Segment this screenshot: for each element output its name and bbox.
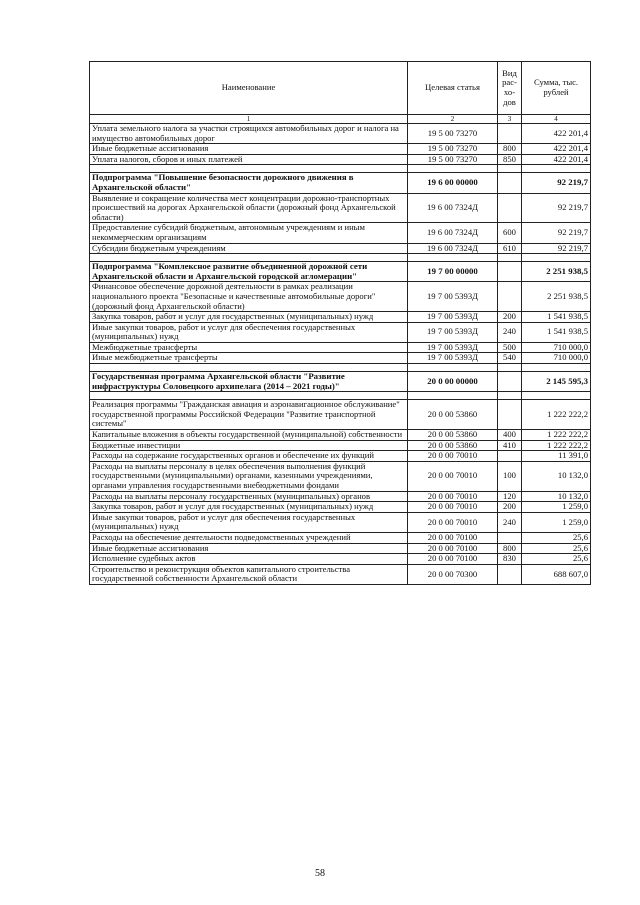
cell-vid [498,564,522,584]
cell-code: 19 7 00 5393Д [408,282,498,312]
cell-vid [498,193,522,223]
cell-vid: 800 [498,144,522,155]
cell-vid [498,532,522,543]
cell-vid: 120 [498,491,522,502]
table-row [90,243,591,254]
cell-code: 20 0 00 53860 [408,440,498,451]
cell-code: 20 0 00 70010 [408,451,498,462]
table-row [90,512,591,532]
cell-sum: 25,6 [522,543,591,554]
table-row [90,430,591,441]
cell-sum: 2 145 595,3 [522,372,591,392]
cell-code: 20 0 00 53860 [408,400,498,430]
table-row [90,461,591,491]
cell-name: Подпрограмма "Комплексное развитие объединенной дорожной сети Архангельской области и Архангельской городской агломерации" [90,262,408,282]
header-name: Наименование [90,62,408,115]
table-row [90,400,591,430]
empty-cell [498,254,522,262]
empty-cell [408,392,498,400]
cell-vid: 500 [498,342,522,353]
cell-code: 19 6 00 7324Д [408,223,498,243]
cell-name: Межбюджетные трансферты [90,342,408,353]
cell-code: 20 0 00 70010 [408,491,498,502]
cell-sum: 11 391,0 [522,451,591,462]
table-row [90,554,591,565]
cell-sum: 688 607,0 [522,564,591,584]
cell-sum: 25,6 [522,554,591,565]
table-row [90,193,591,223]
cell-name: Капитальные вложения в объекты государственной (муниципальной) собственности [90,430,408,441]
header-sum: Сумма, тыс. рублей [522,62,591,115]
cell-vid: 410 [498,440,522,451]
empty-cell [522,254,591,262]
cell-sum: 92 219,7 [522,243,591,254]
table-row [90,154,591,165]
column-number: 2 [408,115,498,124]
cell-vid: 540 [498,353,522,364]
empty-cell [90,364,408,372]
cell-sum: 25,6 [522,532,591,543]
cell-sum: 92 219,7 [522,223,591,243]
cell-name: Иные закупки товаров, работ и услуг для обеспечения государственных (муниципальных) нужд [90,322,408,342]
cell-name: Предоставление субсидий бюджетным, автономным учреждениям и иным некоммерческим организациям [90,223,408,243]
table-row [90,282,591,312]
cell-vid: 200 [498,312,522,323]
table-row [90,451,591,462]
cell-code: 20 0 00 70010 [408,502,498,513]
table-row [90,144,591,155]
cell-code: 19 5 00 73270 [408,154,498,165]
cell-vid: 240 [498,512,522,532]
table-row [90,502,591,513]
cell-code: 20 0 00 70100 [408,554,498,565]
cell-code: 19 6 00 00000 [408,173,498,193]
empty-cell [498,165,522,173]
cell-sum: 2 251 938,5 [522,282,591,312]
cell-sum: 92 219,7 [522,193,591,223]
program-row [90,262,591,282]
table-body [90,124,591,585]
cell-code: 20 0 00 70300 [408,564,498,584]
cell-code: 20 0 00 70100 [408,532,498,543]
cell-sum: 2 251 938,5 [522,262,591,282]
cell-name: Уплата земельного налога за участки строящихся автомобильных дорог и налога на имущество автомобильных дорог [90,124,408,144]
cell-code: 19 7 00 5393Д [408,312,498,323]
cell-sum: 1 541 938,5 [522,322,591,342]
cell-sum: 10 132,0 [522,461,591,491]
cell-code: 19 7 00 5393Д [408,353,498,364]
cell-vid: 610 [498,243,522,254]
cell-name: Строительство и реконструкция объектов капитального строительства государственной собственности Архангельской области [90,564,408,584]
cell-sum: 422 201,4 [522,124,591,144]
cell-vid [498,262,522,282]
table-row [90,124,591,144]
table-row [90,543,591,554]
table-row [90,564,591,584]
empty-cell [90,165,408,173]
cell-sum: 710 000,0 [522,342,591,353]
cell-name: Бюджетные инвестиции [90,440,408,451]
cell-code: 20 0 00 70010 [408,461,498,491]
table-row [90,312,591,323]
cell-sum: 422 201,4 [522,154,591,165]
cell-vid: 850 [498,154,522,165]
cell-sum: 92 219,7 [522,173,591,193]
cell-name: Иные бюджетные ассигнования [90,543,408,554]
empty-cell [498,364,522,372]
empty-cell [408,364,498,372]
empty-row [90,364,591,372]
cell-vid: 600 [498,223,522,243]
table-row [90,353,591,364]
cell-code: 19 5 00 73270 [408,124,498,144]
cell-code: 19 7 00 5393Д [408,322,498,342]
empty-row [90,165,591,173]
cell-sum: 1 222 222,2 [522,430,591,441]
cell-vid: 400 [498,430,522,441]
budget-table [89,61,591,585]
empty-cell [90,392,408,400]
cell-code: 20 0 00 70100 [408,543,498,554]
empty-row [90,254,591,262]
empty-cell [408,165,498,173]
header-code: Целевая статья [408,62,498,115]
cell-code: 19 7 00 5393Д [408,342,498,353]
cell-sum: 710 000,0 [522,353,591,364]
page-number: 58 [315,868,325,879]
cell-code: 20 0 00 53860 [408,430,498,441]
cell-name: Расходы на выплаты персоналу государственных (муниципальных) органов [90,491,408,502]
cell-code: 20 0 00 70010 [408,512,498,532]
cell-name: Уплата налогов, сборов и иных платежей [90,154,408,165]
cell-name: Реализация программы "Гражданская авиация и аэронавигационное обслуживание" государственной программы Российской Федерации "Развитие транспортной системы" [90,400,408,430]
cell-sum: 1 259,0 [522,512,591,532]
column-number: 3 [498,115,522,124]
cell-name: Расходы на выплаты персоналу в целях обеспечения выполнения функций государственными (муниципальными) органами, казенными учреждениями, органами управления государственными внебюджетными фондами [90,461,408,491]
empty-cell [90,254,408,262]
cell-sum: 422 201,4 [522,144,591,155]
cell-name: Иные бюджетные ассигнования [90,144,408,155]
cell-name: Закупка товаров, работ и услуг для государственных (муниципальных) нужд [90,312,408,323]
cell-vid [498,372,522,392]
cell-vid [498,124,522,144]
column-number: 4 [522,115,591,124]
cell-vid: 800 [498,543,522,554]
cell-sum: 10 132,0 [522,491,591,502]
cell-vid [498,173,522,193]
cell-name: Государственная программа Архангельской области "Развитие инфраструктуры Соловецкого архипелага (2014 – 2021 годы)" [90,372,408,392]
cell-vid: 200 [498,502,522,513]
cell-name: Финансовое обеспечение дорожной деятельности в рамках реализации национального проекта "Безопасные и качественные автомобильные дороги" (дорожный фонд Архангельской области) [90,282,408,312]
cell-name: Выявление и сокращение количества мест концентрации дорожно-транспортных происшествий на дорогах Архангельской области (дорожный фонд Архангельской области) [90,193,408,223]
table-row [90,440,591,451]
cell-name: Расходы на обеспечение деятельности подведомственных учреждений [90,532,408,543]
table-row [90,342,591,353]
cell-vid [498,451,522,462]
cell-vid: 830 [498,554,522,565]
cell-name: Иные межбюджетные трансферты [90,353,408,364]
empty-cell [522,392,591,400]
program-row [90,372,591,392]
cell-code: 20 0 00 00000 [408,372,498,392]
cell-name: Подпрограмма "Повышение безопасности дорожного движения в Архангельской области" [90,173,408,193]
cell-name: Закупка товаров, работ и услуг для государственных (муниципальных) нужд [90,502,408,513]
table-row [90,223,591,243]
cell-code: 19 5 00 73270 [408,144,498,155]
table-row [90,532,591,543]
cell-vid: 240 [498,322,522,342]
cell-vid: 100 [498,461,522,491]
cell-sum: 1 259,0 [522,502,591,513]
empty-cell [408,254,498,262]
cell-name: Субсидии бюджетным учреждениям [90,243,408,254]
cell-name: Иные закупки товаров, работ и услуг для обеспечения государственных (муниципальных) нужд [90,512,408,532]
empty-cell [522,364,591,372]
cell-sum: 1 541 938,5 [522,312,591,323]
program-row [90,173,591,193]
cell-code: 19 7 00 00000 [408,262,498,282]
header-row [90,62,591,115]
header-vid: Вид рас-хо-дов [498,62,522,115]
table-row [90,491,591,502]
cell-sum: 1 222 222,2 [522,440,591,451]
empty-cell [522,165,591,173]
cell-sum: 1 222 222,2 [522,400,591,430]
table-row [90,322,591,342]
cell-vid [498,400,522,430]
cell-code: 19 6 00 7324Д [408,193,498,223]
column-number-row [90,115,591,124]
cell-name: Исполнение судебных актов [90,554,408,565]
empty-row [90,392,591,400]
cell-vid [498,282,522,312]
empty-cell [498,392,522,400]
cell-name: Расходы на содержание государственных органов и обеспечение их функций [90,451,408,462]
column-number: 1 [90,115,408,124]
cell-code: 19 6 00 7324Д [408,243,498,254]
